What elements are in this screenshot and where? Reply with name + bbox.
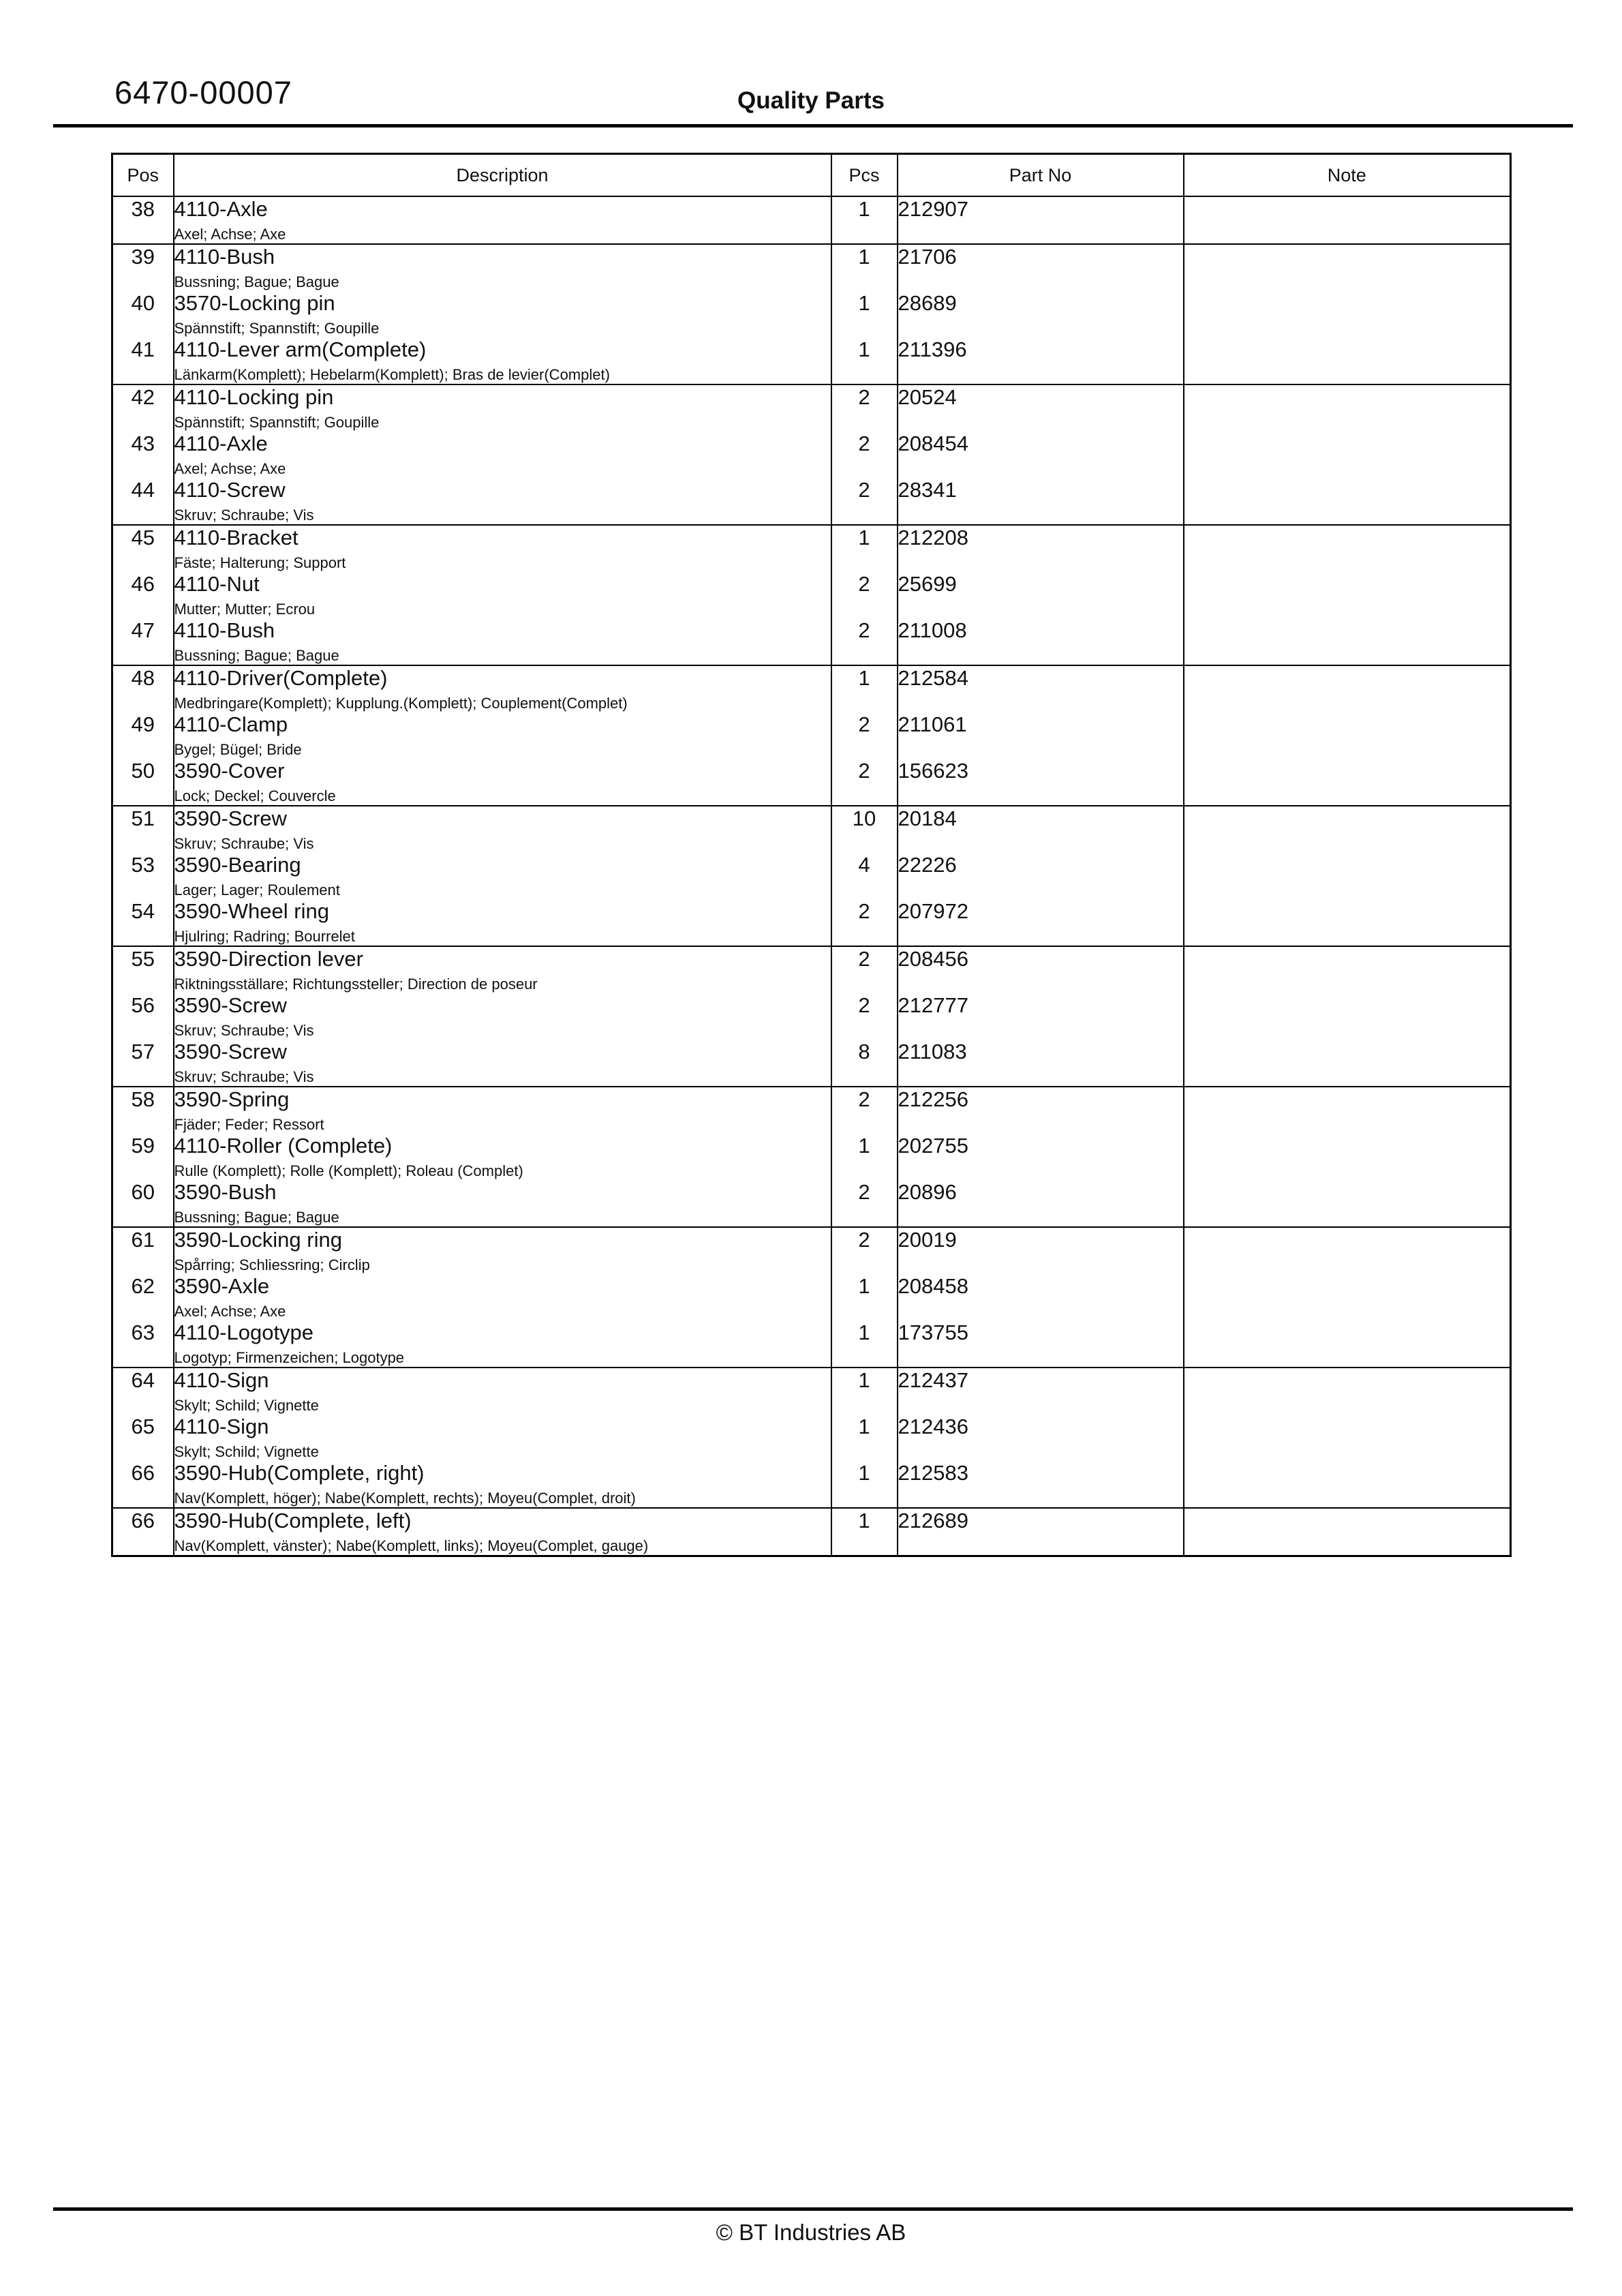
- note-cell: [1184, 1227, 1511, 1274]
- description-sub: Skylt; Schild; Vignette: [174, 1443, 319, 1460]
- description-main: 3590-Hub(Complete, right): [174, 1461, 425, 1485]
- description-main: 4110-Screw: [174, 478, 286, 502]
- pos-cell: 64: [112, 1368, 174, 1415]
- pos-cell: 44: [112, 478, 174, 525]
- pcs-cell: 1: [831, 1274, 898, 1320]
- table-row: [112, 1461, 1511, 1508]
- table-row: [112, 1320, 1511, 1368]
- description-cell: [174, 572, 831, 618]
- description-main: 3590-Axle: [174, 1274, 270, 1298]
- part-no-cell: 156623: [898, 759, 1184, 806]
- table-row: [112, 337, 1511, 384]
- description-sub: Logotyp; Firmenzeichen; Logotype: [174, 1349, 405, 1366]
- parts-table-container: [111, 153, 1510, 1557]
- description-cell: [174, 1368, 831, 1415]
- pcs-cell: 2: [831, 1180, 898, 1227]
- description-sub: Nav(Komplett, vänster); Nabe(Komplett, links); Moyeu(Complet, gauge): [174, 1537, 649, 1554]
- note-cell: [1184, 806, 1511, 853]
- table-row: [112, 196, 1511, 244]
- description-main: 3590-Direction lever: [174, 947, 363, 971]
- table-row: [112, 946, 1511, 993]
- pcs-cell: 1: [831, 1461, 898, 1508]
- part-no-cell: 211396: [898, 337, 1184, 384]
- pcs-cell: 2: [831, 899, 898, 946]
- pcs-cell: 2: [831, 712, 898, 759]
- part-no-cell: 211008: [898, 618, 1184, 665]
- description-main: 3590-Screw: [174, 1040, 287, 1063]
- parts-table: [111, 153, 1512, 1557]
- description-sub: Spårring; Schliessring; Circlip: [174, 1256, 370, 1273]
- pos-cell: 66: [112, 1508, 174, 1556]
- part-no-cell: 212436: [898, 1415, 1184, 1461]
- pos-cell: 60: [112, 1180, 174, 1227]
- pcs-cell: 2: [831, 946, 898, 993]
- table-row: [112, 1274, 1511, 1320]
- description-main: 3570-Locking pin: [174, 291, 335, 315]
- pcs-cell: 1: [831, 1320, 898, 1368]
- pcs-cell: 1: [831, 1415, 898, 1461]
- part-no-cell: 212689: [898, 1508, 1184, 1556]
- description-sub: Medbringare(Komplett); Kupplung.(Komplett); Couplement(Complet): [174, 695, 628, 712]
- table-row: [112, 1415, 1511, 1461]
- part-no-cell: 202755: [898, 1134, 1184, 1180]
- part-no-cell: 211061: [898, 712, 1184, 759]
- note-cell: [1184, 478, 1511, 525]
- description-cell: [174, 806, 831, 853]
- note-cell: [1184, 572, 1511, 618]
- description-main: 3590-Screw: [174, 993, 287, 1017]
- table-row: [112, 712, 1511, 759]
- table-row: [112, 993, 1511, 1040]
- table-row: [112, 244, 1511, 291]
- note-cell: [1184, 1087, 1511, 1134]
- description-sub: Rulle (Komplett); Rolle (Komplett); Roleau (Complet): [174, 1162, 523, 1179]
- description-sub: Riktningsställare; Richtungssteller; Direction de poseur: [174, 976, 538, 993]
- note-cell: [1184, 946, 1511, 993]
- table-row: [112, 1368, 1511, 1415]
- table-row: [112, 665, 1511, 712]
- pos-cell: 65: [112, 1415, 174, 1461]
- description-sub: Skruv; Schraube; Vis: [174, 835, 314, 852]
- row-group: [112, 1368, 1511, 1508]
- pos-cell: 41: [112, 337, 174, 384]
- part-no-cell: 208458: [898, 1274, 1184, 1320]
- description-sub: Bygel; Bügel; Bride: [174, 741, 302, 758]
- table-row: [112, 1227, 1511, 1274]
- pcs-cell: 1: [831, 1508, 898, 1556]
- table-row: [112, 618, 1511, 665]
- part-no-cell: 207972: [898, 899, 1184, 946]
- description-sub: Fäste; Halterung; Support: [174, 554, 346, 571]
- pos-cell: 55: [112, 946, 174, 993]
- note-cell: [1184, 993, 1511, 1040]
- table-row: [112, 1180, 1511, 1227]
- description-main: 4110-Driver(Complete): [174, 666, 388, 690]
- note-cell: [1184, 244, 1511, 291]
- pcs-cell: 2: [831, 384, 898, 432]
- description-main: 4110-Bracket: [174, 526, 299, 549]
- pcs-cell: 2: [831, 572, 898, 618]
- pcs-cell: 1: [831, 1134, 898, 1180]
- description-sub: Länkarm(Komplett); Hebelarm(Komplett); Bras de levier(Complet): [174, 366, 610, 383]
- description-cell: [174, 432, 831, 478]
- description-sub: Skruv; Schraube; Vis: [174, 1022, 314, 1039]
- pos-cell: 59: [112, 1134, 174, 1180]
- pcs-cell: 2: [831, 1227, 898, 1274]
- table-row: [112, 432, 1511, 478]
- description-cell: [174, 478, 831, 525]
- row-group: [112, 1227, 1511, 1368]
- description-sub: Mutter; Mutter; Ecrou: [174, 601, 316, 618]
- part-no-cell: 25699: [898, 572, 1184, 618]
- row-group: [112, 1087, 1511, 1227]
- table-header: [112, 154, 1511, 197]
- description-cell: [174, 946, 831, 993]
- part-no-cell: 212208: [898, 525, 1184, 572]
- pos-cell: 46: [112, 572, 174, 618]
- row-group: [112, 1508, 1511, 1556]
- description-cell: [174, 337, 831, 384]
- description-sub: Lager; Lager; Roulement: [174, 881, 340, 898]
- note-cell: [1184, 1415, 1511, 1461]
- part-no-cell: 20524: [898, 384, 1184, 432]
- part-no-cell: 208454: [898, 432, 1184, 478]
- table-row: [112, 572, 1511, 618]
- description-cell: [174, 384, 831, 432]
- row-group: [112, 244, 1511, 384]
- description-main: 4110-Axle: [174, 197, 268, 221]
- part-no-cell: 173755: [898, 1320, 1184, 1368]
- pos-cell: 47: [112, 618, 174, 665]
- note-cell: [1184, 1040, 1511, 1087]
- pos-cell: 42: [112, 384, 174, 432]
- note-cell: [1184, 1368, 1511, 1415]
- description-cell: [174, 1320, 831, 1368]
- description-cell: [174, 993, 831, 1040]
- table-row: [112, 1040, 1511, 1087]
- pos-cell: 57: [112, 1040, 174, 1087]
- description-main: 4110-Roller (Complete): [174, 1134, 393, 1158]
- pcs-cell: 2: [831, 618, 898, 665]
- part-no-cell: 212256: [898, 1087, 1184, 1134]
- table-row: [112, 384, 1511, 432]
- description-sub: Bussning; Bague; Bague: [174, 1209, 339, 1226]
- row-group: [112, 665, 1511, 806]
- note-cell: [1184, 525, 1511, 572]
- pos-cell: 63: [112, 1320, 174, 1368]
- pcs-cell: 1: [831, 525, 898, 572]
- note-cell: [1184, 337, 1511, 384]
- note-cell: [1184, 1320, 1511, 1368]
- note-cell: [1184, 291, 1511, 337]
- note-cell: [1184, 1461, 1511, 1508]
- part-no-cell: 212584: [898, 665, 1184, 712]
- note-cell: [1184, 1274, 1511, 1320]
- description-main: 4110-Lever arm(Complete): [174, 337, 427, 361]
- description-cell: [174, 1227, 831, 1274]
- pcs-cell: 2: [831, 759, 898, 806]
- description-main: 3590-Locking ring: [174, 1228, 342, 1252]
- part-no-cell: 20184: [898, 806, 1184, 853]
- pos-cell: 49: [112, 712, 174, 759]
- pcs-cell: 1: [831, 1368, 898, 1415]
- part-no-cell: 211083: [898, 1040, 1184, 1087]
- row-group: [112, 525, 1511, 665]
- note-cell: [1184, 759, 1511, 806]
- row-group: [112, 196, 1511, 244]
- description-sub: Axel; Achse; Axe: [174, 226, 286, 243]
- description-cell: [174, 1274, 831, 1320]
- pcs-cell: 2: [831, 478, 898, 525]
- description-main: 3590-Screw: [174, 806, 287, 830]
- pos-cell: 45: [112, 525, 174, 572]
- description-sub: Skruv; Schraube; Vis: [174, 1068, 314, 1085]
- pcs-cell: 1: [831, 196, 898, 244]
- description-cell: [174, 1415, 831, 1461]
- description-main: 4110-Clamp: [174, 712, 288, 736]
- row-group: [112, 806, 1511, 946]
- column-header-note: Note: [1184, 154, 1511, 197]
- note-cell: [1184, 899, 1511, 946]
- note-cell: [1184, 432, 1511, 478]
- pos-cell: 40: [112, 291, 174, 337]
- column-header-pcs: Pcs: [831, 154, 898, 197]
- pcs-cell: 2: [831, 993, 898, 1040]
- pcs-cell: 10: [831, 806, 898, 853]
- column-header-part-no: Part No: [898, 154, 1184, 197]
- description-main: 4110-Bush: [174, 245, 275, 269]
- description-cell: [174, 1040, 831, 1087]
- description-main: 3590-Cover: [174, 759, 285, 783]
- pcs-cell: 2: [831, 1087, 898, 1134]
- pcs-cell: 8: [831, 1040, 898, 1087]
- description-sub: Spännstift; Spannstift; Goupille: [174, 414, 380, 431]
- pos-cell: 58: [112, 1087, 174, 1134]
- description-sub: Axel; Achse; Axe: [174, 1303, 286, 1320]
- pcs-cell: 1: [831, 291, 898, 337]
- part-no-cell: 20896: [898, 1180, 1184, 1227]
- note-cell: [1184, 1180, 1511, 1227]
- description-cell: [174, 759, 831, 806]
- column-header-description: Description: [174, 154, 831, 197]
- description-sub: Axel; Achse; Axe: [174, 460, 286, 477]
- description-sub: Hjulring; Radring; Bourrelet: [174, 928, 355, 945]
- description-sub: Fjäder; Feder; Ressort: [174, 1116, 324, 1133]
- row-group: [112, 946, 1511, 1087]
- note-cell: [1184, 712, 1511, 759]
- table-row: [112, 291, 1511, 337]
- description-cell: [174, 1508, 831, 1556]
- pcs-cell: 2: [831, 432, 898, 478]
- description-cell: [174, 1461, 831, 1508]
- description-cell: [174, 196, 831, 244]
- pos-cell: 53: [112, 853, 174, 899]
- part-no-cell: 28341: [898, 478, 1184, 525]
- part-no-cell: 21706: [898, 244, 1184, 291]
- pcs-cell: 1: [831, 244, 898, 291]
- header-divider: [53, 124, 1573, 127]
- column-header-pos: Pos: [112, 154, 174, 197]
- footer-divider: [53, 2207, 1573, 2211]
- pcs-cell: 1: [831, 337, 898, 384]
- table-row: [112, 806, 1511, 853]
- page-title: Quality Parts: [737, 87, 885, 114]
- description-main: 3590-Hub(Complete, left): [174, 1509, 412, 1532]
- table-row: [112, 1134, 1511, 1180]
- part-no-cell: 212777: [898, 993, 1184, 1040]
- note-cell: [1184, 853, 1511, 899]
- pos-cell: 38: [112, 196, 174, 244]
- description-main: 4110-Axle: [174, 432, 268, 455]
- row-group: [112, 384, 1511, 525]
- pos-cell: 54: [112, 899, 174, 946]
- part-no-cell: 212437: [898, 1368, 1184, 1415]
- part-no-cell: 22226: [898, 853, 1184, 899]
- doc-number: 6470-00007: [114, 74, 292, 110]
- description-main: 3590-Wheel ring: [174, 899, 329, 923]
- pos-cell: 39: [112, 244, 174, 291]
- description-main: 4110-Locking pin: [174, 385, 334, 409]
- pos-cell: 56: [112, 993, 174, 1040]
- description-cell: [174, 525, 831, 572]
- table-row: [112, 1087, 1511, 1134]
- table-row: [112, 525, 1511, 572]
- part-no-cell: 208456: [898, 946, 1184, 993]
- description-main: 3590-Spring: [174, 1087, 290, 1111]
- description-cell: [174, 291, 831, 337]
- description-sub: Nav(Komplett, höger); Nabe(Komplett, rechts); Moyeu(Complet, droit): [174, 1490, 636, 1507]
- note-cell: [1184, 1134, 1511, 1180]
- pos-cell: 51: [112, 806, 174, 853]
- description-sub: Spännstift; Spannstift; Goupille: [174, 320, 380, 337]
- description-cell: [174, 853, 831, 899]
- table-row: [112, 759, 1511, 806]
- description-cell: [174, 1087, 831, 1134]
- description-sub: Bussning; Bague; Bague: [174, 273, 339, 290]
- part-no-cell: 20019: [898, 1227, 1184, 1274]
- description-cell: [174, 665, 831, 712]
- table-row: [112, 899, 1511, 946]
- description-sub: Bussning; Bague; Bague: [174, 647, 339, 664]
- description-cell: [174, 1134, 831, 1180]
- description-sub: Skruv; Schraube; Vis: [174, 507, 314, 524]
- description-main: 4110-Sign: [174, 1415, 269, 1438]
- pcs-cell: 1: [831, 665, 898, 712]
- pos-cell: 43: [112, 432, 174, 478]
- description-main: 3590-Bush: [174, 1180, 277, 1204]
- description-sub: Skylt; Schild; Vignette: [174, 1397, 319, 1414]
- pos-cell: 61: [112, 1227, 174, 1274]
- description-main: 4110-Sign: [174, 1368, 269, 1392]
- pos-cell: 62: [112, 1274, 174, 1320]
- table-row: [112, 1508, 1511, 1556]
- note-cell: [1184, 196, 1511, 244]
- header-row: [112, 154, 1511, 197]
- part-no-cell: 28689: [898, 291, 1184, 337]
- note-cell: [1184, 665, 1511, 712]
- description-main: 4110-Nut: [174, 572, 260, 596]
- description-cell: [174, 618, 831, 665]
- pos-cell: 48: [112, 665, 174, 712]
- pcs-cell: 4: [831, 853, 898, 899]
- description-cell: [174, 899, 831, 946]
- part-no-cell: 212583: [898, 1461, 1184, 1508]
- description-main: 4110-Logotype: [174, 1320, 314, 1344]
- description-main: 4110-Bush: [174, 618, 275, 642]
- description-sub: Lock; Deckel; Couvercle: [174, 787, 336, 804]
- note-cell: [1184, 618, 1511, 665]
- description-cell: [174, 1180, 831, 1227]
- note-cell: [1184, 1508, 1511, 1556]
- description-cell: [174, 244, 831, 291]
- pos-cell: 50: [112, 759, 174, 806]
- table-row: [112, 478, 1511, 525]
- description-cell: [174, 712, 831, 759]
- copyright-text: © BT Industries AB: [716, 2220, 906, 2245]
- pos-cell: 66: [112, 1461, 174, 1508]
- note-cell: [1184, 384, 1511, 432]
- part-no-cell: 212907: [898, 196, 1184, 244]
- table-row: [112, 853, 1511, 899]
- description-main: 3590-Bearing: [174, 853, 301, 877]
